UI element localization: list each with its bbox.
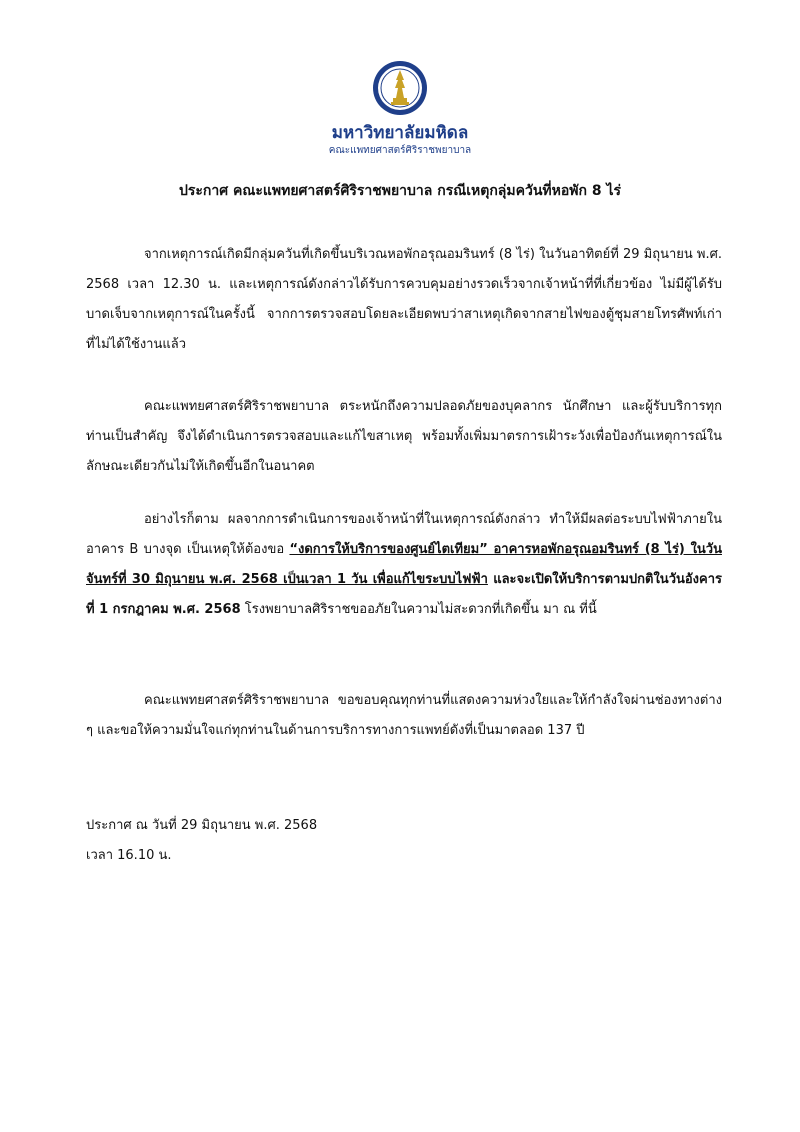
announcement-date: ประกาศ ณ วันที่ 29 มิถุนายน พ.ศ. 2568 bbox=[86, 818, 318, 833]
paragraph-3 bbox=[86, 505, 722, 625]
faculty-logo bbox=[0, 58, 800, 158]
paragraph-4: คณะแพทยศาสตร์ศิริราชพยาบาล ขอขอบคุณทุกท่านที่แสดงความห่วงใยและให้กำลังใจผ่านช่องทางต่าง ๆ และขอให้ความมั่นใจแก่ทุกท่านในด้านการบริการทางการแพทย์ดังที่เป็นมาตลอด 137 ปี bbox=[86, 693, 722, 738]
paragraph-1: จากเหตุการณ์เกิดมีกลุ่มควันที่เกิดขึ้นบริเวณหอพักอรุณอมรินทร์ (8 ไร่) ในวันอาทิตย์ที่ 29 มิถุนายน พ.ศ. 2568 เวลา 12.30 น. และเหตุการณ์ดังกล่าวได้รับการควบคุมอย่างรวดเร็วจากเจ้าหน้าที่ที่เกี่ยวข้อง ไม่มีผู้ได้รับบาดเจ็บจากเหตุการณ์ในครั้งนี้ จากการตรวจสอบโดยละเอียดพบว่าสาเหตุเกิดจากสายไฟของตู้ชุมสายโทรศัพท์เก่าที่ไม่ได้ใช้งานแล้ว bbox=[86, 247, 722, 352]
apology-text: โรงพยาบาลศิริราชขออภัยในความไม่สะดวกที่เกิดขึ้น มา ณ ที่นี้ bbox=[240, 602, 597, 617]
signature-block bbox=[86, 811, 317, 871]
service-suspension-notice: “งดการให้บริการของศูนย์ไตเทียม” อาคารหอพักอรุณอมรินทร์ (8 ไร่) ในวันจันทร์ที่ 30 มิถุนายน พ.ศ. 2568 เป็นเวลา 1 วัน เพื่อแก้ไขระบบไฟฟ้า bbox=[86, 542, 722, 587]
faculty-name: คณะแพทยศาสตร์ศิริราชพยาบาล bbox=[328, 145, 472, 156]
service-resume-notice: และจะเปิดให้บริการตามปกติในวันอังคารที่ 1 กรกฎาคม พ.ศ. 2568 bbox=[86, 572, 723, 617]
paragraph-3-intro: อย่างไรก็ตาม ผลจากการดำเนินการของเจ้าหน้าที่ในเหตุการณ์ดังกล่าว ทำให้มีผลต่อระบบไฟฟ้าภายในอาคาร B บางจุด เป็นเหตุให้ต้องขอ bbox=[86, 512, 722, 557]
announcement-title: ประกาศ คณะแพทยศาสตร์ศิริราชพยาบาล กรณีเหตุกลุ่มควันที่หอพัก 8 ไร่ bbox=[178, 183, 622, 199]
university-name: มหาวิทยาลัยมหิดล bbox=[331, 123, 469, 143]
university-seal-icon bbox=[371, 58, 429, 118]
announcement-time: เวลา 16.10 น. bbox=[86, 848, 172, 863]
paragraph-2: คณะแพทยศาสตร์ศิริราชพยาบาล ตระหนักถึงความปลอดภัยของบุคลากร นักศึกษา และผู้รับบริการทุกท่านเป็นสำคัญ จึงได้ดำเนินการตรวจสอบและแก้ไขสาเหตุ พร้อมทั้งเพิ่มมาตรการเฝ้าระวังเพื่อป้องกันเหตุการณ์ในลักษณะเดียวกันไม่ให้เกิดขึ้นอีกในอนาคต bbox=[86, 399, 722, 474]
